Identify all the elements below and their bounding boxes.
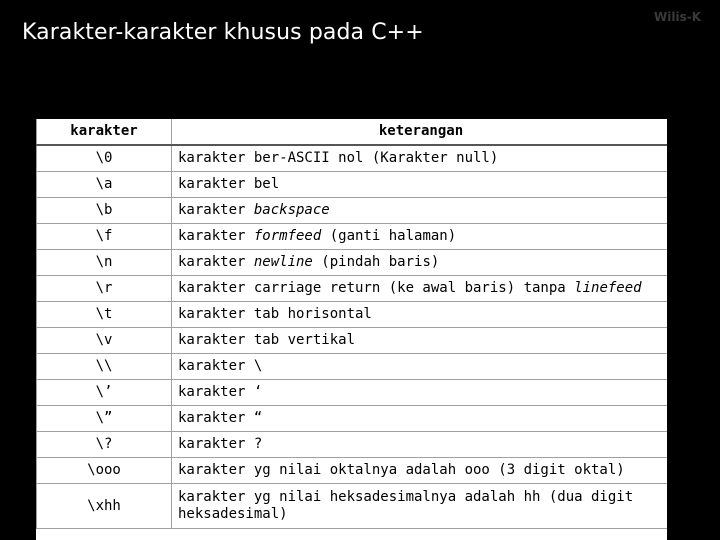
desc-text: karakter [178, 228, 254, 244]
desc-italic-term: newline [253, 254, 313, 270]
desc-text: (pindah baris) [312, 254, 440, 270]
row-desc: karakter “ [172, 406, 671, 432]
row-code: \n [37, 250, 172, 276]
desc-italic-term: formfeed [253, 228, 322, 244]
table-row [37, 458, 671, 484]
slide-title: Karakter-karakter khusus pada C++ [22, 20, 424, 45]
table-row [37, 250, 671, 276]
row-code: \v [37, 328, 172, 354]
row-code: \ooo [37, 458, 172, 484]
desc-text: karakter carriage return (ke awal baris) tanpa [178, 280, 575, 296]
table-row [37, 276, 671, 302]
table-row [37, 484, 671, 529]
table-row [37, 172, 671, 198]
header-karakter: karakter [37, 118, 172, 146]
row-code: \” [37, 406, 172, 432]
table-row [37, 406, 671, 432]
row-code: \xhh [37, 484, 172, 529]
row-code: \t [37, 302, 172, 328]
row-code: \a [37, 172, 172, 198]
table-header-row [37, 118, 671, 146]
table-row [37, 145, 671, 172]
row-desc [172, 198, 671, 224]
escape-table-container [36, 117, 670, 540]
row-desc: karakter tab vertikal [172, 328, 671, 354]
row-code: \r [37, 276, 172, 302]
row-code: \b [37, 198, 172, 224]
table-row [37, 354, 671, 380]
row-desc [172, 250, 671, 276]
escape-characters-table [36, 117, 670, 529]
desc-text: karakter [178, 254, 254, 270]
row-desc: karakter \ [172, 354, 671, 380]
row-code: \f [37, 224, 172, 250]
row-desc: karakter tab horisontal [172, 302, 671, 328]
row-code: \0 [37, 145, 172, 172]
table-row [37, 328, 671, 354]
desc-text: (ganti halaman) [321, 228, 457, 244]
row-desc: karakter bel [172, 172, 671, 198]
row-code: \’ [37, 380, 172, 406]
row-desc: karakter ‘ [172, 380, 671, 406]
header-keterangan: keterangan [172, 118, 671, 146]
row-desc: karakter yg nilai heksadesimalnya adalah hh (dua digit heksadesimal) [172, 484, 671, 529]
row-desc: karakter yg nilai oktalnya adalah ooo (3 digit oktal) [172, 458, 671, 484]
table-row [37, 224, 671, 250]
row-desc: karakter ber-ASCII nol (Karakter null) [172, 145, 671, 172]
row-code: \? [37, 432, 172, 458]
desc-text: karakter [178, 202, 254, 218]
watermark: Wilis-K [654, 10, 701, 24]
row-desc [172, 276, 671, 302]
table-row [37, 380, 671, 406]
row-code: \\ [37, 354, 172, 380]
row-desc [172, 224, 671, 250]
table-row [37, 432, 671, 458]
desc-italic-term: backspace [253, 202, 330, 218]
table-row [37, 302, 671, 328]
desc-italic-term: linefeed [574, 280, 642, 296]
table-row [37, 198, 671, 224]
row-desc: karakter ? [172, 432, 671, 458]
